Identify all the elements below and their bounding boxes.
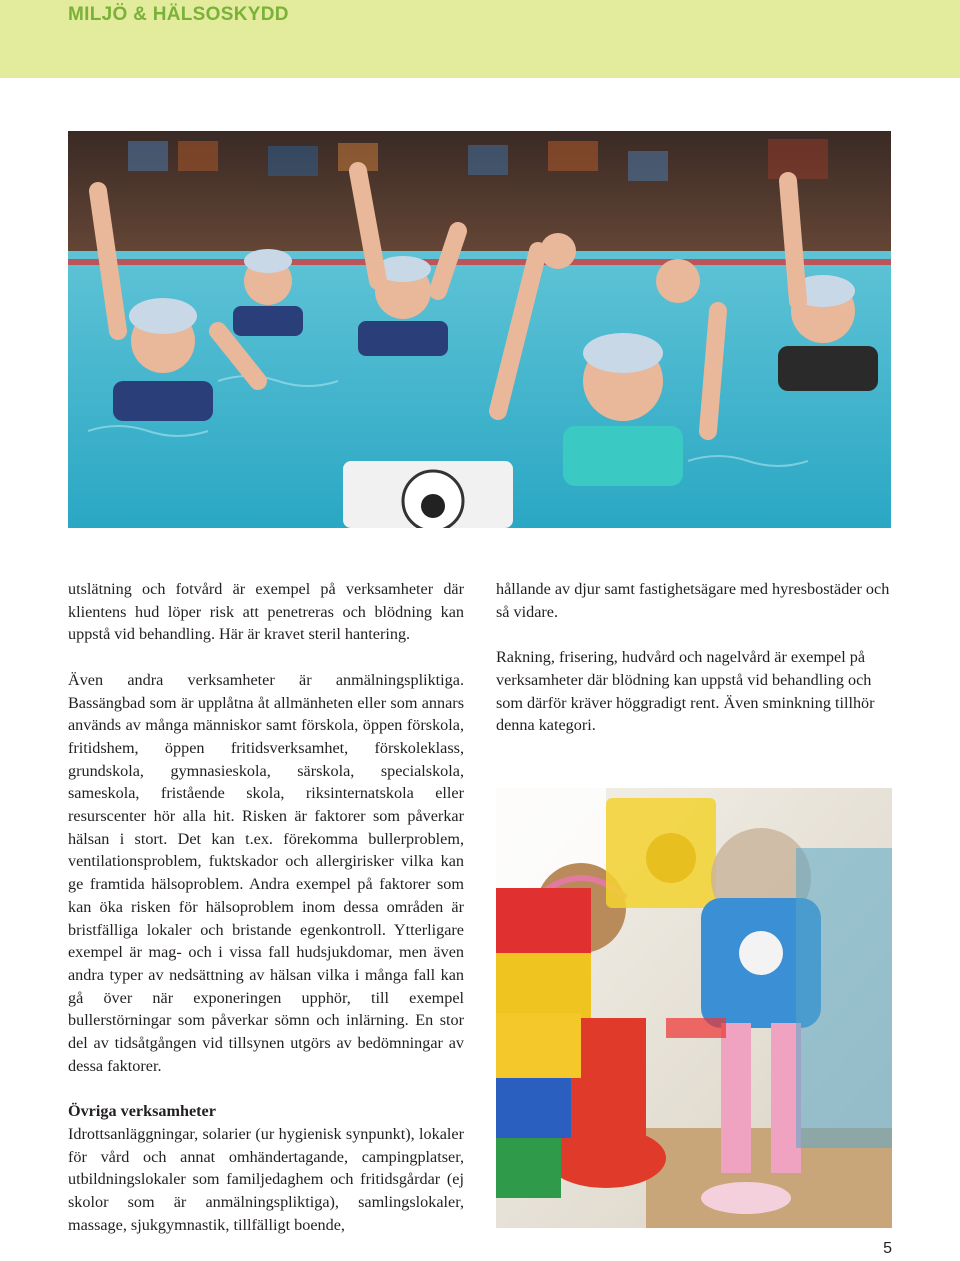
right-paragraph-2: Rakning, frisering, hudvård och nagelvård är exempel på verksamheter där blödning kan uppstå vid behandling och som därför kräver höggradigt rent. Även sminkning tillhör denna kategori. [496, 648, 875, 735]
section-title: MILJÖ & HÄLSOSKYDD [68, 4, 289, 25]
right-column [496, 578, 892, 737]
left-paragraph-3: Idrottsanläggningar, solarier (ur hygienisk synpunkt), lokaler för vård och annat omhändertagande, campingplatser, utbildningslokaler som familjedaghem och fritidsgårdar (ej skolor som är anmälningspliktiga), samlingslokaler, massage, sjukgymnastik, tillfälligt boende, [68, 1124, 464, 1234]
right-paragraph-1: hållande av djur samt fastighetsägare med hyresbostäder och så vidare. [496, 580, 890, 621]
children-blocks-photo [496, 788, 892, 1228]
page-number: 5 [883, 1240, 892, 1257]
section-heading-ovriga: Övriga verksamheter [68, 1102, 216, 1121]
left-paragraph-2: Även andra verksamheter är anmälningspliktiga. Bassängbad som är upplåtna åt allmänheten eller som annars används av många människor samt förskola, öppen förskola, fritidshem, öppen fritidsverksamhet, förskoleklass, grundskola, gymnasieskola, särskola, specialskola, sameskola, fristående skola, riksinternatskola eller resurscenter hör alla hit. Risken är faktorer som påverkar hälsan i stort. Det kan t.ex. förekomma bullerproblem, ventilationsproblem, fuktskador och allergirisker vilka kan ge framtida hälsoproblem. Andra exempel på faktorer som kan öka risken för hälsoproblem inom dessa områden är bristfälliga lokaler och bristande egenkontroll. Ytterligare exempel är mag- och i vissa fall hudsjukdomar, men även andra typer av nedsättning av hälsan vilka i många fall kan gå över när exponeringen upphör, till exempel bullerstörningar som påverkar sömn och inlärning. En stor del av tidsåtgången vid tillsynen utgörs av bedömningar av dessa faktorer. [68, 670, 464, 1075]
aqua-aerobics-photo [68, 131, 891, 528]
left-column [68, 578, 464, 1236]
left-paragraph-1: utslätning och fotvård är exempel på verksamheter där klientens hud löper risk att penetreras och blödning kan uppstå vid behandling. Här är kravet steril hantering. [68, 580, 464, 644]
